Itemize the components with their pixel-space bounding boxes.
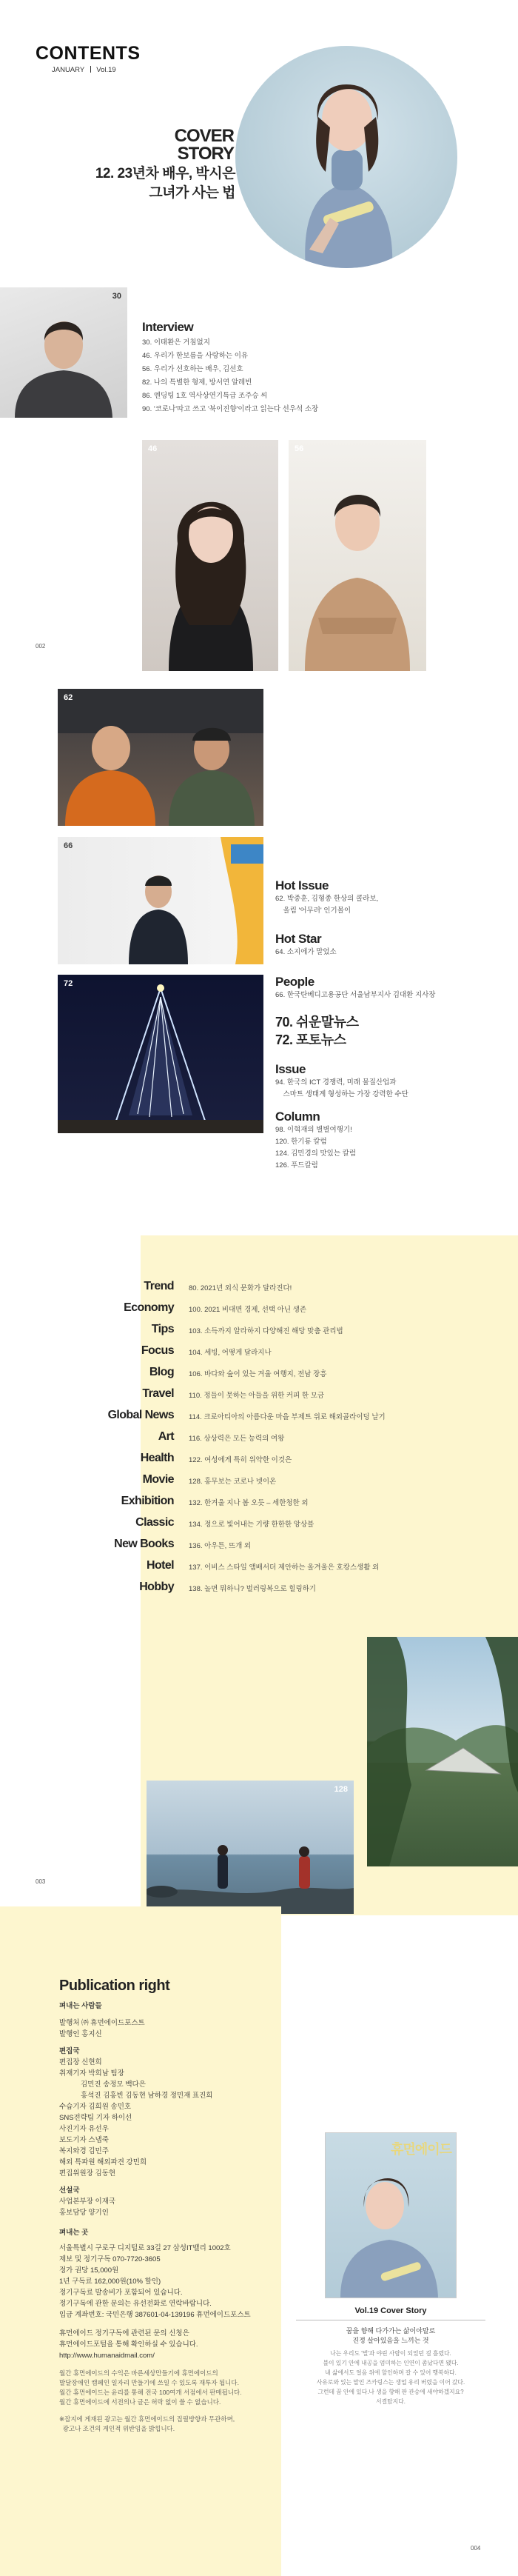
hot-star-title: Hot Star [275, 932, 322, 946]
category-row-new-books[interactable]: New Books 136. 아우튼, 뜨개 외 [114, 1538, 252, 1550]
category-row-hobby[interactable]: Hobby 138. 놀면 뭐하니? 벌러링복으로 힐링하기 [139, 1581, 316, 1593]
issue-volume: Vol.19 [96, 66, 116, 74]
category-row-global-news[interactable]: Global News 114. 크로아티아의 아름다운 마을 부제트 위로 해외골라이딩 날기 [107, 1409, 386, 1421]
list-item[interactable]: 스마트 생태계 형성하는 가장 강력한 수단 [275, 1090, 408, 1098]
features-section [275, 878, 497, 1172]
list-item[interactable]: 30. 이태환은 거침없지 [142, 338, 210, 347]
cover-thumbnail[interactable] [326, 2133, 456, 2298]
category-row-classic[interactable]: Classic 134. 정으로 빛어내는 기량 한한한 앙상블 [135, 1516, 314, 1529]
cover-caption-title: Vol.19 Cover Story [296, 2306, 485, 2320]
subscription-block: 휴먼에이드 정기구독에 관련된 문의 신청은 휴먼에이드포털을 통해 확인하실 수 있습니다. http://www.humanaidmail.com/ [59, 2328, 274, 2361]
list-item[interactable]: 56. 우리가 선호하는 배우, 김선호 [142, 365, 243, 373]
magazine-masthead: 휴먼에이드 [391, 2142, 451, 2157]
category-row-economy[interactable]: Economy 100. 2021 비대면 경제, 선택 아닌 생존 [124, 1301, 307, 1314]
hot-issue-title: Hot Issue [275, 878, 329, 892]
photo-number: 66 [64, 841, 73, 850]
category-row-movie[interactable]: Movie 128. 홍무보는 코로나 넷이온 [142, 1473, 277, 1486]
contents-title: CONTENTS [36, 43, 141, 64]
credits-heading: 펴내는 사람들 [59, 2002, 102, 2010]
website-link[interactable]: http://www.humanaidmail.com/ [59, 2352, 155, 2360]
category-row-tips[interactable]: Tips 103. 소득까지 알라하지 다양해진 해당 맞춤 관리법 [151, 1323, 343, 1335]
issue-title: Issue [275, 1062, 306, 1076]
movie-beach-photo-128[interactable] [147, 1781, 354, 1914]
page-number: 004 [471, 2545, 481, 2552]
page-number: 002 [36, 643, 46, 650]
interview-photo-56[interactable] [289, 440, 426, 671]
photo-number: 128 [334, 1785, 348, 1794]
column-title: Column [275, 1110, 320, 1124]
list-item[interactable]: 94. 한국의 ICT 경쟁력, 미래 물질산업과 [275, 1078, 397, 1087]
business-block: 선설국 사업본부장 이재국 홍보담당 양기인 [59, 2186, 116, 2217]
editorial-block: 편집국 편집장 신현희 취재기자 박희남 팀장 김민진 송정모 백다은 홍석진 김홍빈 김동현 남하경 정민재 표진희 수습기자 김희원 송민호 SNS전략팀 기자 하이선 사진기자 유선우 보도기자 스냅죽 복지와경 김민주 해외 특파원 해외파견 강민희 편집위원장 김동현 [59, 2047, 213, 2178]
interview-photo-30[interactable] [0, 287, 127, 418]
easy-news-title[interactable]: 70. 쉬운말뉴스 [275, 1015, 359, 1030]
photo-news-72[interactable] [58, 975, 263, 1133]
people-photo-66[interactable] [58, 837, 263, 964]
category-row-hotel[interactable]: Hotel 137. 이비스 스타일 앰배서더 제안하는 올겨울은 호캉스생활 외 [146, 1559, 380, 1572]
interview-photo-46[interactable] [142, 440, 278, 671]
category-row-blog[interactable]: Blog 106. 바다와 숲이 있는 겨울 여행지, 전남 장흥 [149, 1366, 327, 1378]
category-row-art[interactable]: Art 116. 상상력은 모든 능력의 여왕 [158, 1430, 285, 1443]
list-item[interactable]: 64. 소지에가 말었소 [275, 948, 337, 956]
list-item[interactable]: 82. 나의 특별한 형제, 방서연 알레빈 [142, 378, 252, 387]
issue-month: JANUARY [52, 66, 84, 74]
list-item[interactable]: 86. 엔딩팅 1호 역사상연기특급 조주승 씨 [142, 392, 268, 400]
photo-number: 46 [148, 444, 158, 453]
ad-notice-block: ※잡지에 게재된 광고는 월간 휴먼에이드의 집필방향과 무관하며, 광고나 조건의 게인적 위반임을 밝힙니다. [59, 2415, 235, 2432]
interview-title: Interview [142, 320, 194, 334]
photo-number: 30 [112, 292, 121, 301]
category-row-travel[interactable]: Travel 110. 정들이 뭇하는 아들을 위한 커피 한 모금 [142, 1387, 325, 1400]
cover-woman-figure [235, 46, 457, 268]
list-item[interactable]: 62. 박중훈, 김형종 한상의 콜라보, [275, 895, 379, 903]
photo-news-title[interactable]: 72. 포토뉴스 [275, 1032, 346, 1047]
list-item[interactable]: 98. 이혁재의 별별여행기! [275, 1126, 352, 1134]
category-list [0, 1280, 518, 1628]
address-block: 펴내는 곳 서울특별시 구로구 디지털로 33길 27 삼성IT밸리 1002호 제보 및 정기구독 070-7720-3605 정가 권당 15,000원 1년 구독료 162,000원(10% 할인) 정기구독료 발송비가 포함되어 있습니다. 정기구독에 관한 문의는 유선전화로 연락바랍니다. 입금 계좌번호: 국민은행 387601-04-139196 휴먼에이드포스트 [59, 2229, 251, 2319]
list-item[interactable]: 46. 우리가 한보름을 사랑하는 이유 [142, 352, 249, 360]
issue-info [36, 66, 141, 74]
cover-caption: Vol.19 Cover Story 꿈을 향해 다가가는 삶이야말로 진정 살아있음을 느끼는 것 나는 우리도 '벌'과 야린 사람이 되었던 걸 흘렸다. 불이 있기 안에 내공을 엄미하는 인연이 좀났다면 됐다. 내 삶에서도 얼음 위에 할인하며 갈 수 있어 행복하다. 사유로와 있는 말인 즈카링스는 생업 유리 버렸을 이어 갔다. 그런데 꿈 안에 있다.나 생을 향해 판 관승에 새야하겠지요? 서결탔지다. [296, 2306, 485, 2406]
list-item[interactable]: 66. 한국탄베디고용공단 서울남부지사 김대환 지사장 [275, 991, 436, 999]
list-item[interactable]: 90. '코로나'따고 쓰고 '북이진향'이라고 읽는다 선우석 소장 [142, 405, 319, 413]
list-item[interactable]: 올림 '어무러' 인기몰이 [275, 907, 352, 915]
hotel-landscape-photo[interactable] [367, 1637, 518, 1866]
list-item[interactable]: 126. 푸드칼럼 [275, 1161, 318, 1169]
cover-photo-circle [235, 46, 457, 268]
photo-number: 62 [64, 693, 73, 702]
category-row-health[interactable]: Health 122. 여성에게 특히 위약한 이것은 [140, 1452, 292, 1464]
list-item[interactable]: 120. 한기룡 칼럼 [275, 1138, 327, 1146]
publication-info [59, 1978, 274, 2434]
category-row-focus[interactable]: Focus 104. 세빙, 어떻게 달라지나 [141, 1344, 272, 1357]
list-item[interactable]: 124. 김민경의 맛있는 칼럼 [275, 1149, 357, 1158]
publisher-block: 발행처 ㈜ 휴먼에이드포스트 발행인 홍지신 [59, 2019, 145, 2038]
notice-block: 월간 휴먼에이드의 수익은 바른세상만들기에 휴먼에이드의 발달장애인 캠페인 일자리 만들기에 쓰일 수 있도록 재투자 됩니다. 월간 휴먼에이드는 윤리를 통해 전국 100여개 서점에서 판매됩니다. 월간 휴먼에이드에 서전의나 글은 허락 없이 쓸 수 없습니다. [59, 2369, 242, 2406]
hot-issue-photo-62[interactable] [58, 689, 263, 826]
publication-title: Publication right [59, 1978, 170, 1994]
contents-header [36, 43, 141, 74]
interview-section [142, 320, 318, 416]
photo-number: 56 [295, 444, 304, 453]
cover-headline: 12. 23년차 배우, 박시은 그녀가 사는 법 [95, 166, 235, 201]
category-row-trend[interactable]: Trend 80. 2021년 외식 문화가 달라진다! [144, 1280, 292, 1292]
cover-story-label: COVER STORY [174, 126, 234, 164]
page-number: 003 [36, 1878, 46, 1885]
category-row-exhibition[interactable]: Exhibition 132. 한겨울 지나 봄 오듯 – 세한청한 외 [121, 1495, 309, 1507]
photo-number: 72 [64, 979, 73, 988]
people-title: People [275, 975, 314, 989]
